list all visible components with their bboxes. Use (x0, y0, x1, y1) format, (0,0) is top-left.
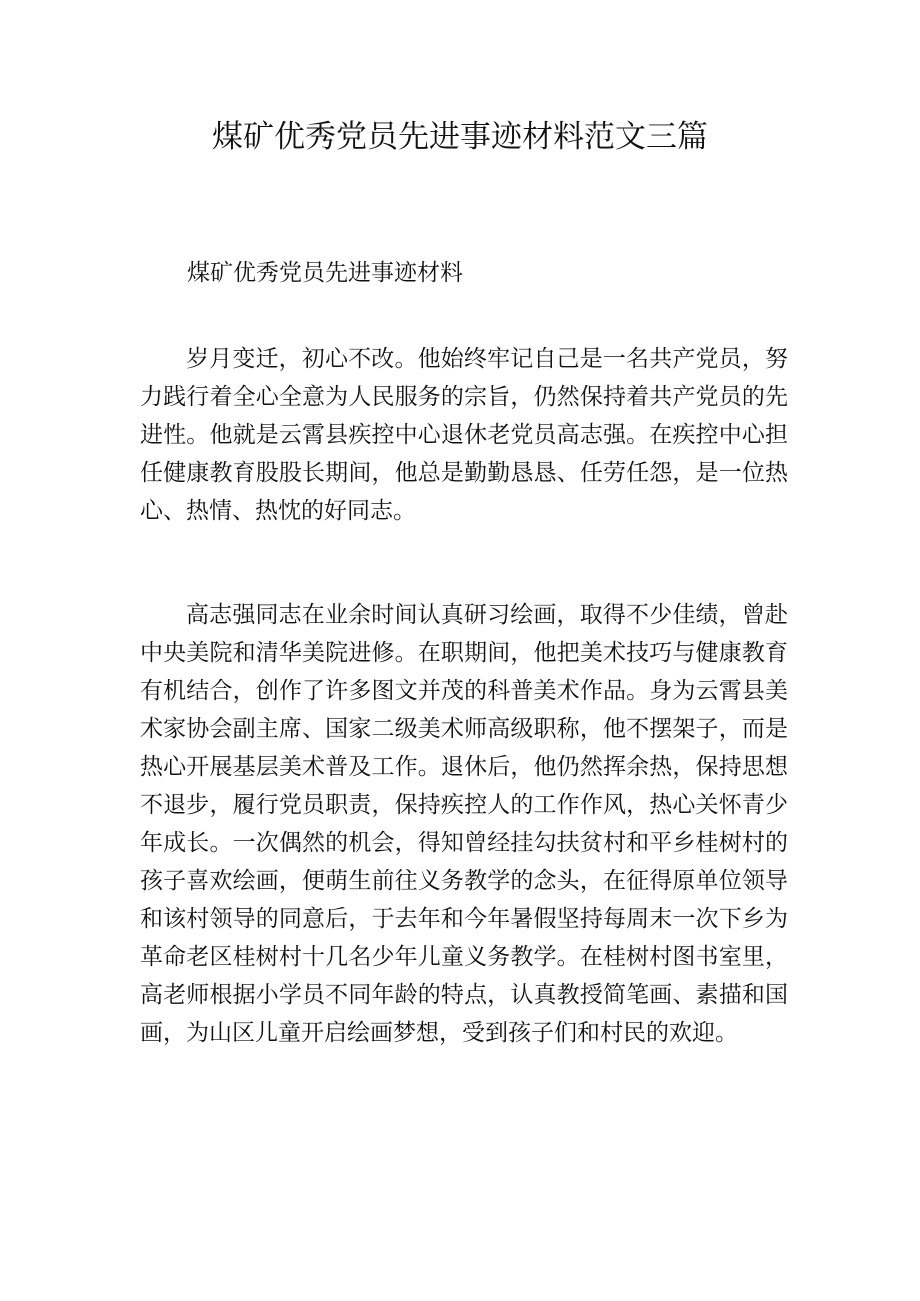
document-subtitle: 煤矿优秀党员先进事迹材料 (187, 260, 463, 286)
paragraph-1: 岁月变迁，初心不改。他始终牢记自己是一名共产党员，努力践行着全心全意为人民服务的宗旨，仍然保持着共产党员的先进性。他就是云霄县疾控中心退休老党员高志强。在疾控中心担任健康教育股股长期间，他总是勤勤恳恳、任劳任怨，是一位热心、热情、热忱的好同志。 (140, 346, 788, 524)
paragraph-2: 高志强同志在业余时间认真研习绘画，取得不少佳绩，曾赴中央美院和清华美院进修。在职期间，他把美术技巧与健康教育有机结合，创作了许多图文并茂的科普美术作品。身为云霄县美术家协会副主席、国家二级美术师高级职称，他不摆架子，而是热心开展基层美术普及工作。退休后，他仍然挥余热，保持思想不退步，履行党员职责，保持疾控人的工作作风，热心关怀青少年成长。一次偶然的机会，得知曾经挂勾扶贫村和平乡桂树村的孩子喜欢绘画，便萌生前往义务教学的念头，在征得原单位领导和该村领导的同意后，于去年和今年暑假坚持每周末一次下乡为革命老区桂树村十几名少年儿童义务教学。在桂树村图书室里，高老师根据小学员不同年龄的特点，认真教授简笔画、素描和国画，为山区儿童开启绘画梦想，受到孩子们和村民的欢迎。 (140, 602, 788, 1046)
document-title: 煤矿优秀党员先进事迹材料范文三篇 (212, 119, 708, 155)
